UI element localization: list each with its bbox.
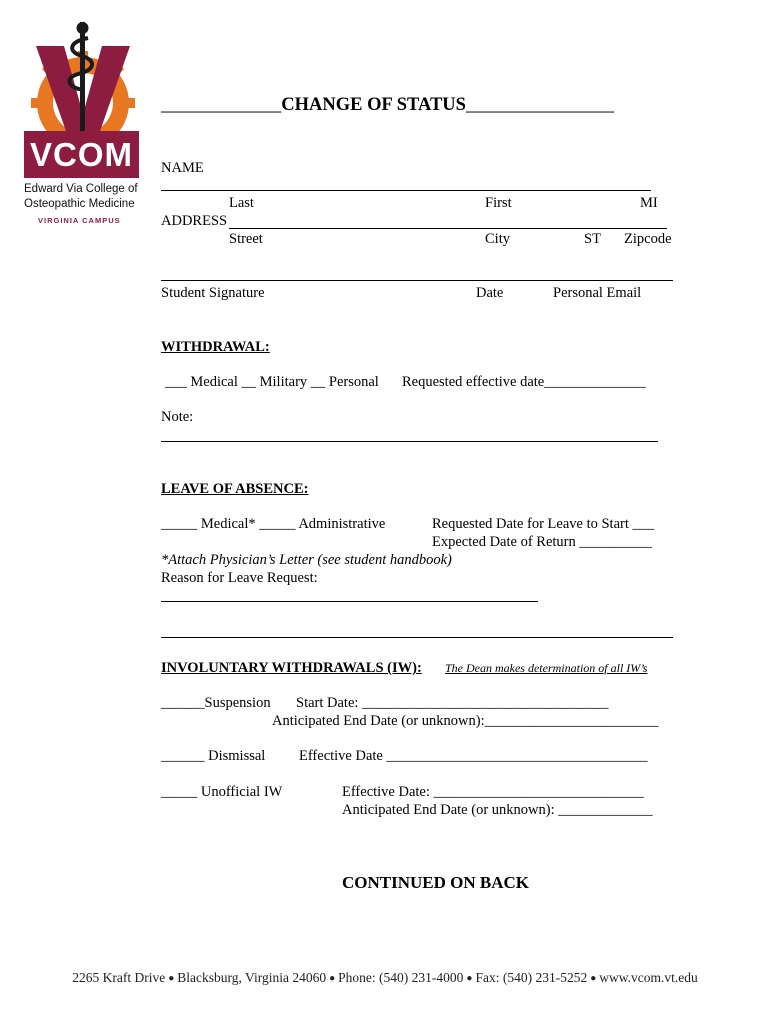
first-caption: First: [485, 195, 512, 211]
zip-caption: Zipcode: [624, 231, 672, 247]
leave-options[interactable]: _____ Medical* _____ Administrative: [161, 516, 386, 532]
street-caption: Street: [229, 231, 263, 247]
last-caption: Last: [229, 195, 254, 211]
footer-website[interactable]: www.vcom.vt.edu: [599, 970, 698, 985]
name-line[interactable]: [161, 190, 651, 191]
title-text: CHANGE OF STATUS: [281, 95, 466, 115]
date-caption: Date: [476, 285, 504, 301]
withdrawal-effective-date[interactable]: Requested effective date______________: [402, 374, 646, 390]
footer: [0, 970, 770, 986]
signature-line[interactable]: [161, 280, 673, 281]
suspension-start-date[interactable]: Start Date: __________________________________: [296, 695, 609, 711]
suspension-option[interactable]: ______Suspension: [161, 695, 271, 711]
involuntary-note: The Dean makes determination of all IW’s: [445, 661, 648, 675]
withdrawal-note-line[interactable]: [161, 441, 658, 442]
footer-city: Blacksburg, Virginia 24060: [177, 970, 327, 985]
bullet-icon: ●: [466, 973, 473, 984]
leave-heading: LEAVE OF ABSENCE:: [161, 481, 309, 497]
address-line[interactable]: [229, 228, 667, 229]
mi-caption: MI: [640, 195, 658, 211]
footer-address: 2265 Kraft Drive: [72, 970, 166, 985]
suspension-end-date[interactable]: Anticipated End Date (or unknown):________________________: [272, 713, 659, 729]
email-caption: Personal Email: [553, 285, 642, 301]
campus-label: VIRGINIA CAMPUS: [38, 216, 121, 225]
bullet-icon: ●: [590, 973, 597, 984]
dismissal-effective-date[interactable]: Effective Date ____________________________________: [299, 748, 648, 764]
bullet-icon: ●: [168, 973, 175, 984]
leave-return-date[interactable]: Expected Date of Return __________: [432, 534, 652, 550]
signature-caption: Student Signature: [161, 285, 265, 301]
bullet-icon: ●: [329, 973, 336, 984]
college-name-line1: Edward Via College of: [24, 183, 138, 195]
leave-attach-note: *Attach Physician’s Letter (see student handbook): [161, 552, 452, 568]
dismissal-option[interactable]: ______ Dismissal: [161, 748, 266, 764]
unofficial-end-date[interactable]: Anticipated End Date (or unknown): _____________: [342, 802, 653, 818]
name-label: NAME: [161, 160, 204, 176]
withdrawal-options[interactable]: ___ Medical __ Military __ Personal: [165, 374, 379, 390]
page-title: [161, 95, 614, 116]
continued-on-back: CONTINUED ON BACK: [342, 873, 530, 892]
title-trail: ________________: [465, 95, 614, 115]
city-caption: City: [485, 231, 510, 247]
footer-phone: Phone: (540) 231-4000: [338, 970, 464, 985]
unofficial-iw-option[interactable]: _____ Unofficial IW: [161, 784, 283, 800]
leave-reason-line-1[interactable]: [161, 601, 538, 602]
address-label: ADDRESS: [161, 213, 228, 229]
leave-start-date[interactable]: Requested Date for Leave to Start ___: [432, 516, 655, 532]
vcom-letters: VCOM: [30, 136, 133, 173]
vcom-logo: [22, 18, 144, 225]
involuntary-heading: INVOLUNTARY WITHDRAWALS (IW):: [161, 660, 422, 676]
state-caption: ST: [584, 231, 601, 247]
leave-reason-label: Reason for Leave Request:: [161, 570, 318, 586]
unofficial-effective-date[interactable]: Effective Date: _____________________________: [342, 784, 644, 800]
withdrawal-note-label: Note:: [161, 409, 194, 425]
footer-fax: Fax: (540) 231-5252: [475, 970, 588, 985]
title-lead: _____________: [161, 95, 282, 115]
withdrawal-heading: WITHDRAWAL:: [161, 339, 270, 355]
college-name-line2: Osteopathic Medicine: [24, 198, 135, 210]
leave-reason-line-2[interactable]: [161, 637, 673, 638]
